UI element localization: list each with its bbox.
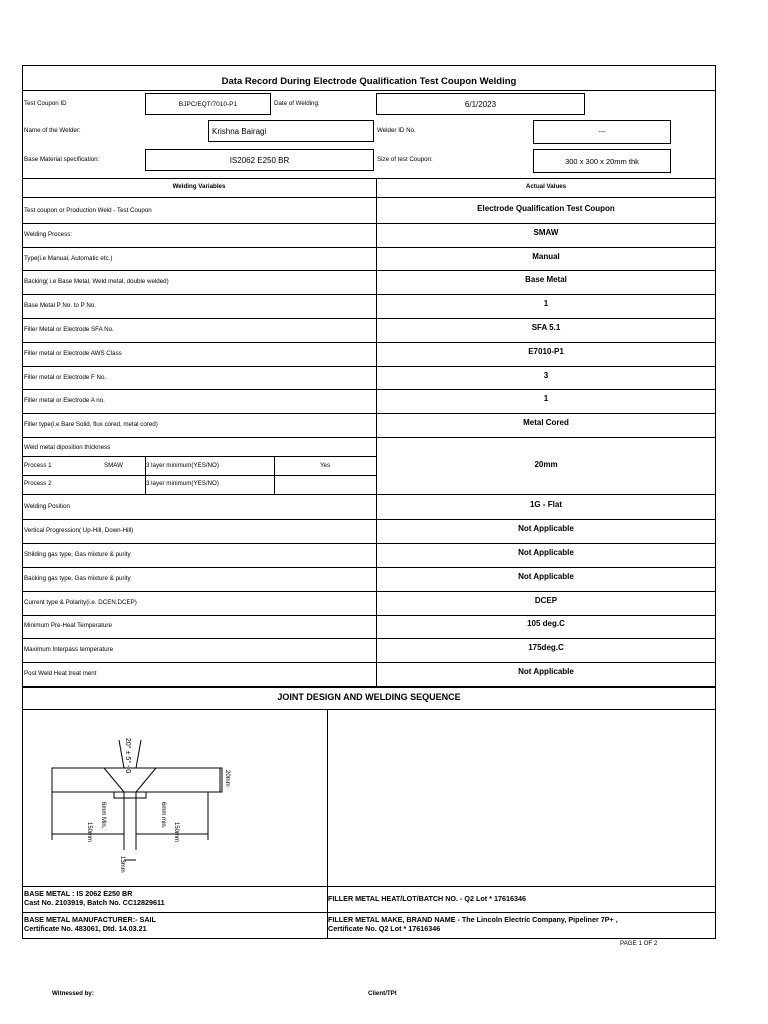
variable-label: Filler metal or Electrode A no. (24, 397, 105, 405)
variable-value: 1 (543, 299, 549, 309)
variable-value: 1 (543, 394, 549, 404)
dim-13mm: 13mm (119, 856, 125, 873)
variable-label: Backing( i.e Base Metal, Weld metal, double welded) (24, 278, 169, 286)
filler-make-line2: Certificate No. Q2 Lot * 17616346 (328, 924, 441, 933)
joint-design-title: JOINT DESIGN AND WELDING SEQUENCE (277, 692, 461, 702)
filler-heat: FILLER METAL HEAT/LOT/BATCH NO. - Q2 Lot * 17616346 (328, 894, 526, 903)
variable-value: SMAW (533, 227, 559, 237)
row-divider (22, 389, 716, 390)
dim-150mm-right: 150mm (173, 822, 179, 843)
row-divider (22, 543, 716, 544)
row-divider (22, 342, 716, 343)
joint-design-drawing (40, 730, 300, 880)
variable-value: Base Metal (525, 275, 567, 285)
variable-value: 175deg.C (528, 643, 564, 653)
row-divider (22, 591, 716, 592)
process2-layer-label: 3 layer minimum(YES/NO) (146, 480, 219, 487)
backing-strip (114, 792, 146, 798)
dim-6mm-min-2: 6mm min. (160, 802, 166, 829)
process1-layer-label: 3 layer minimum(YES/NO) (146, 462, 219, 469)
column-divider (327, 709, 328, 939)
base-metal-line1: BASE METAL : IS 2062 E250 BR (24, 889, 133, 898)
divider (22, 912, 716, 913)
variable-value: Not Applicable (518, 667, 574, 676)
page-number: PAGE 1 OF 2 (620, 940, 658, 947)
witnessed-by-label: Witnessed by: (52, 990, 94, 997)
row-divider (22, 615, 716, 616)
base-spec-field (145, 149, 374, 171)
variable-value: SFA 5.1 (531, 322, 561, 332)
row-divider (22, 223, 716, 224)
base-metal-line2: Cast No. 2103919, Batch No. CC12829611 (24, 898, 165, 907)
variable-label: Filler Metal or Electrode SFA No. (24, 325, 114, 333)
variable-value: Electrode Qualification Test Coupon (477, 203, 615, 213)
divider (22, 456, 376, 457)
variable-label: Test coupon or Production Weld - Test Coupon (24, 206, 152, 214)
row-divider (22, 437, 716, 438)
row-divider (22, 270, 716, 271)
date-label: Date of Welding: (274, 100, 320, 107)
base-spec-value: IS2062 E250 BR (229, 155, 290, 165)
page-title: Data Record During Electrode Qualification Test Coupon Welding (221, 76, 517, 87)
process2-label: Process 2 (24, 480, 52, 487)
row-divider (22, 366, 716, 367)
variable-label: Vertical Progression( Up-Hill, Down-Hill) (24, 527, 134, 535)
row-divider (22, 662, 716, 663)
size-value: 300 x 300 x 20mm thk (565, 156, 639, 166)
row-divider (22, 519, 716, 520)
size-field (533, 149, 671, 173)
variable-value: 3 (543, 370, 549, 380)
variable-label: Filler metal or Electrode AWS Class (24, 349, 122, 357)
divider (22, 178, 716, 179)
welder-name-label: Name of the Welder: (24, 127, 81, 134)
variable-label: Type(i.e Manual, Automatic etc.) (24, 254, 113, 262)
variable-label: Current type & Polarity(i.e. DCEN,DCEP) (24, 598, 137, 606)
row-divider (22, 413, 716, 414)
process1-label: Process 1 (24, 462, 52, 469)
welder-name-field (208, 120, 374, 142)
variable-value: Not Applicable (518, 571, 574, 581)
row-divider (22, 247, 716, 248)
welder-id-label: Welder ID No. (377, 127, 416, 134)
variable-value: E7010-P1 (528, 346, 564, 356)
actual-values-header: Actual Values (525, 183, 567, 190)
row-divider (22, 294, 716, 295)
variable-label: Shilding gas type, Gas mixture & purity (24, 551, 131, 558)
filler-make-line1: FILLER METAL MAKE, BRAND NAME - The Lincoln Electric Company, Pipeliner 7P+ , (328, 915, 618, 924)
base-spec-label: Base Material specification: (24, 156, 100, 163)
row-divider (22, 318, 716, 319)
divider (22, 886, 716, 887)
variable-value: DCEP (534, 595, 558, 605)
variable-value: Not Applicable (518, 548, 574, 557)
date-field (376, 93, 585, 115)
date-value: 6/1/2023 (464, 99, 497, 109)
welder-id-field (533, 120, 671, 144)
coupon-id-value: BJPC/EQT/7010-P1 (178, 100, 238, 108)
angle-label: 20° ± 5° - 0 (124, 738, 131, 774)
row-divider (22, 638, 716, 639)
variable-label: Welding Process: (24, 230, 73, 238)
process1-answer: Yes (320, 462, 331, 469)
variable-value: Not Applicable (518, 524, 574, 534)
welder-name-value: Krishna Bairagi (212, 126, 267, 136)
deposition-value: 20mm (534, 460, 558, 469)
manufacturer-line1: BASE METAL MANUFACTURER:- SAIL (24, 915, 156, 924)
variable-value: 105 deg.C (527, 619, 565, 629)
variable-label: Filler type(i.e Bare Solid, flux cored, metal cored) (24, 421, 158, 429)
size-label: Size of test Coupon: (377, 156, 433, 163)
dim-6mm-min: 6mm Min. (100, 802, 106, 829)
welder-id-value: --- (598, 128, 606, 136)
deposition-label: Weld metal diposition thickness (24, 444, 111, 451)
variable-label: Maximum Interpass temperature (24, 646, 114, 654)
variable-label: Base Metal P No. to P No. (24, 302, 96, 310)
dim-150mm-left: 150mm (86, 822, 92, 843)
divider (22, 709, 716, 710)
variables-header: Welding Variables (172, 183, 226, 190)
variable-value: 1G - Flat (529, 500, 562, 510)
base-plate (52, 768, 222, 792)
variable-label: Minimum Pre-Heat Temperature (24, 622, 112, 630)
divider (22, 687, 716, 688)
variable-value: Manual (532, 251, 560, 261)
divider (22, 494, 716, 495)
variable-label: Post Weld Heat treat ment (24, 670, 97, 677)
variable-label: Filler metal or Electrode F No. (24, 373, 107, 381)
process1-name: SMAW (104, 462, 124, 469)
variable-label: Backing gas type, Gas mixture & purity (24, 574, 131, 582)
divider (22, 197, 716, 198)
client-tpi-label: Client/TPI (368, 990, 397, 997)
dim-20mm: 20mm (224, 770, 230, 787)
variable-value: Metal Cored (523, 418, 569, 428)
manufacturer-line2: Certificate No. 483061, Dtd. 14.03.21 (24, 924, 147, 933)
row-divider (22, 567, 716, 568)
divider (22, 90, 716, 91)
coupon-id-field (145, 93, 271, 115)
coupon-id-label: Test Coupon ID (24, 100, 67, 107)
divider (22, 475, 376, 476)
variable-label: Welding Position (24, 503, 70, 511)
